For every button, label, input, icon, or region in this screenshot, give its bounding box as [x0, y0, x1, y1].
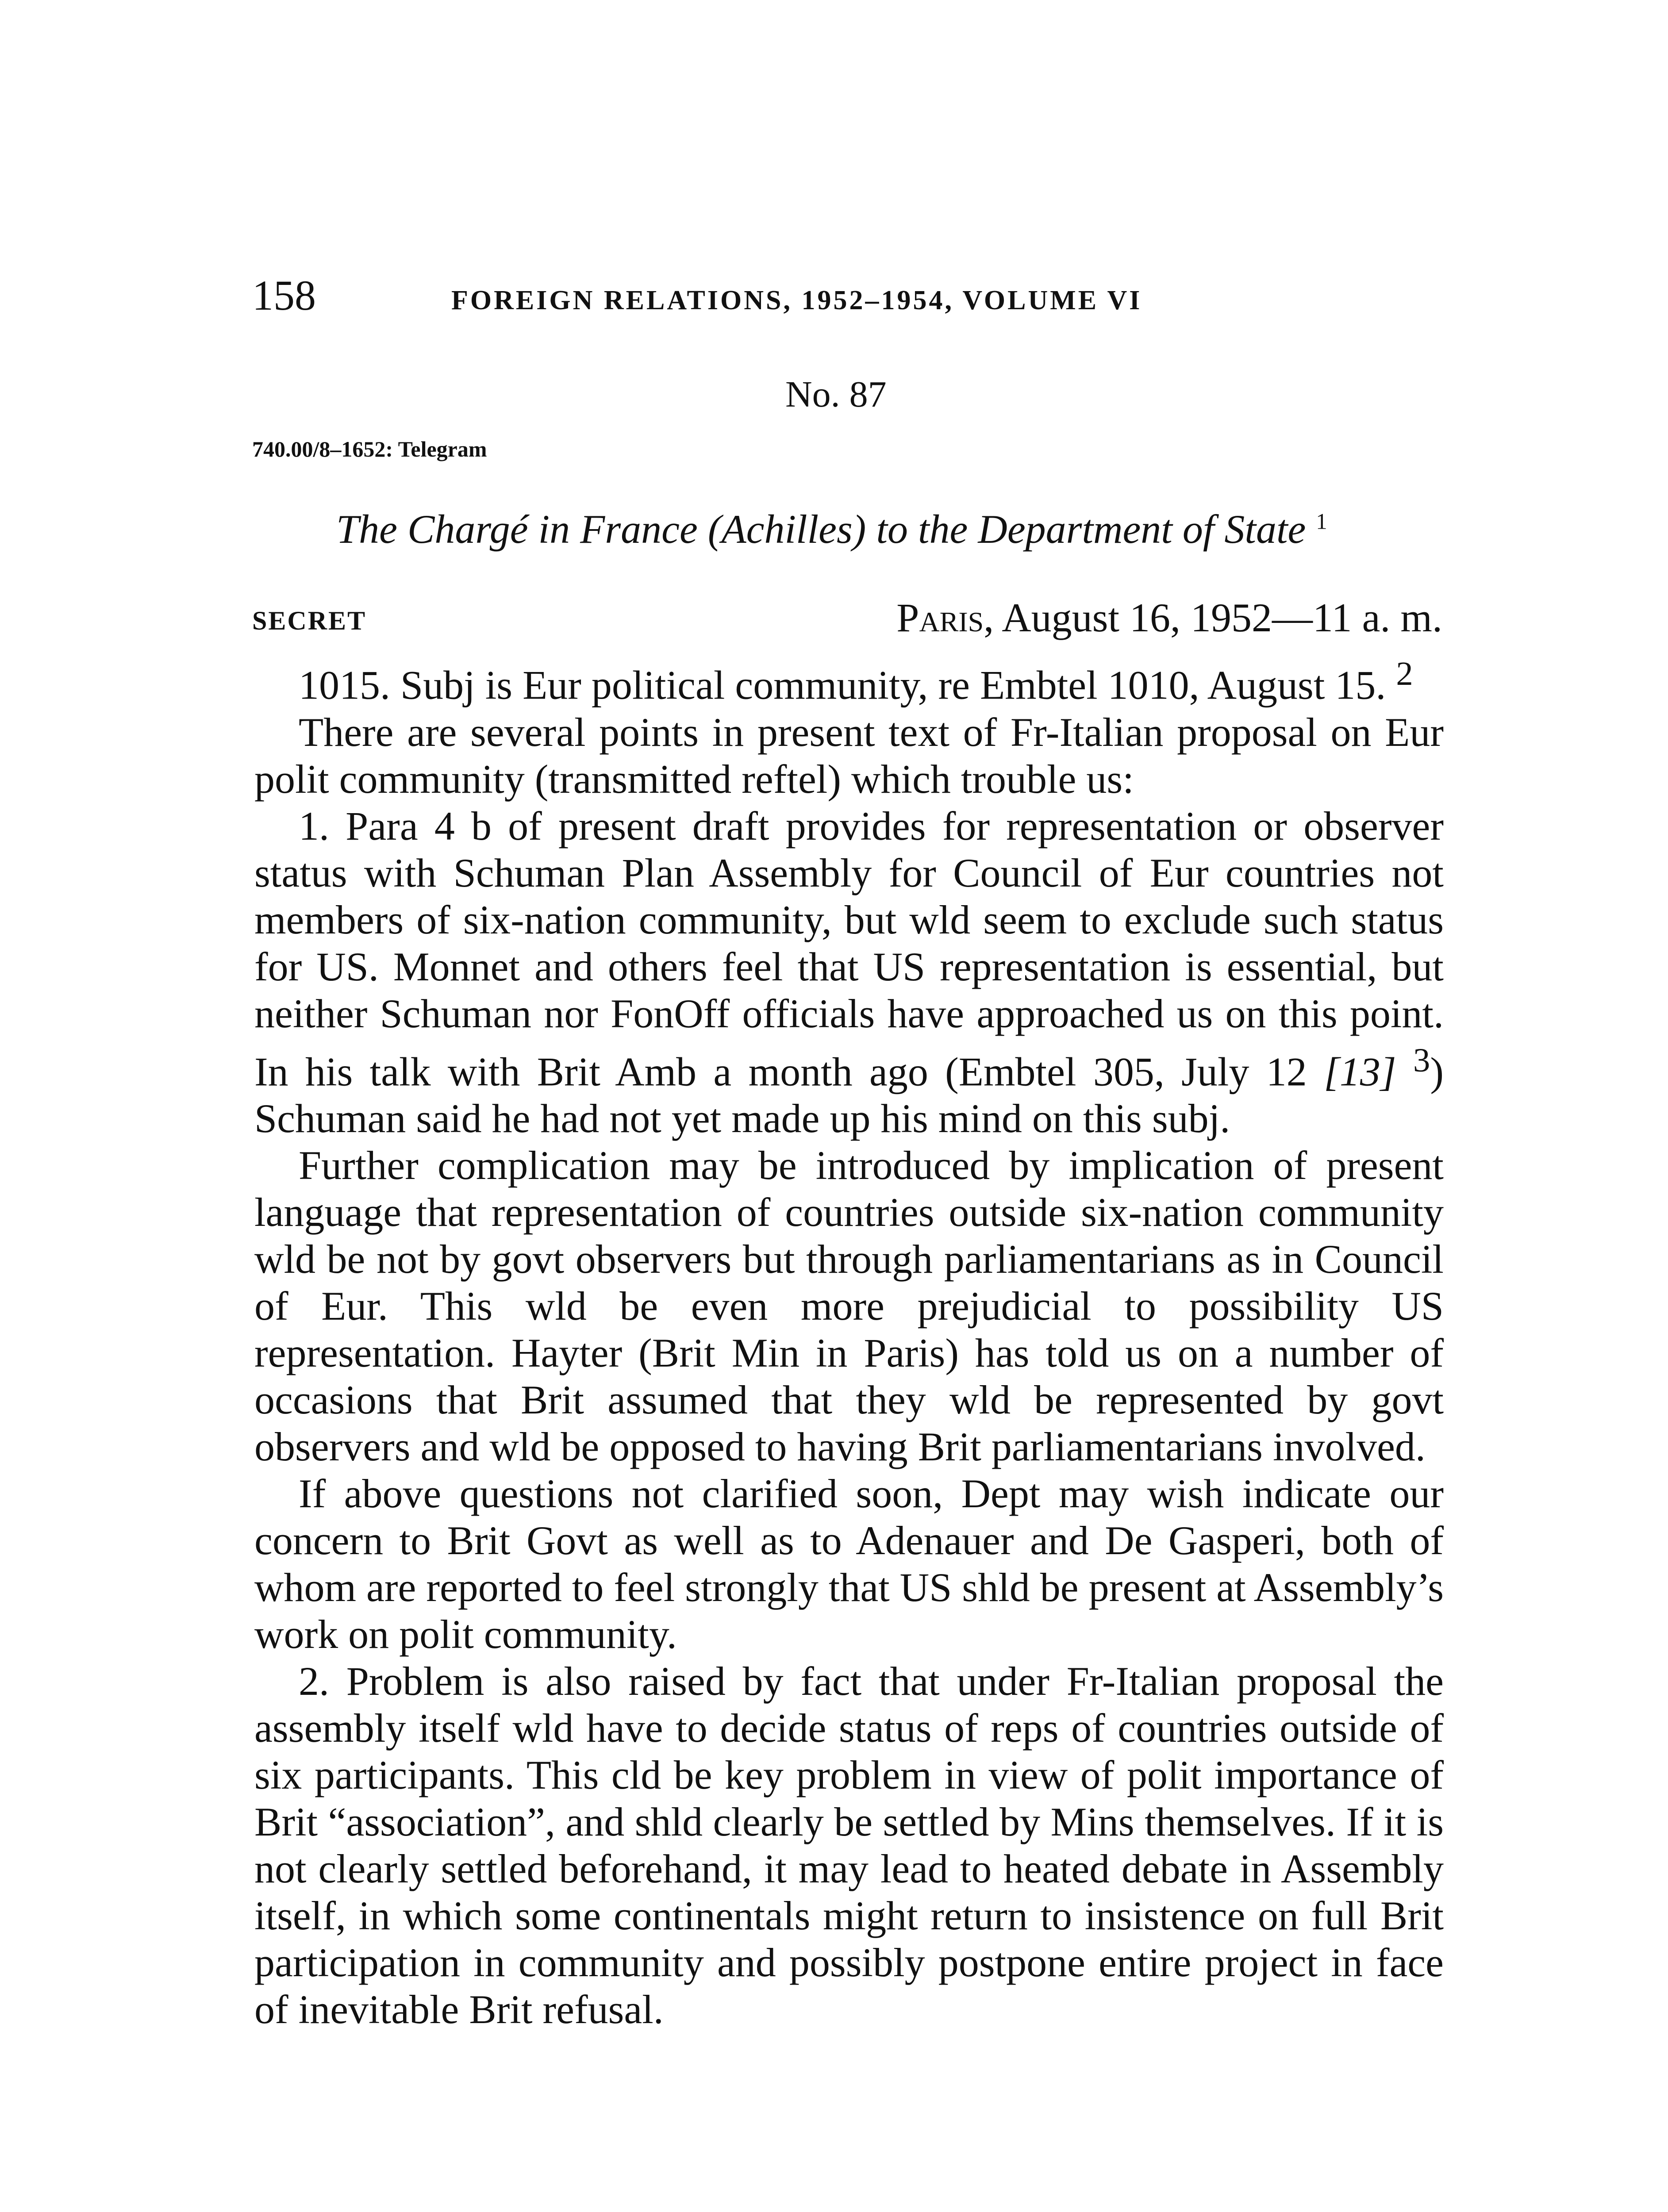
paragraph-2: There are several points in present text of Fr-Italian proposal on Eur polit community (transmitted reftel) which trouble us:: [254, 709, 1444, 802]
classification-marking: SECRET: [252, 606, 367, 635]
footnote-ref-1: 1: [1316, 509, 1327, 534]
footnote-ref-3: 3: [1413, 1041, 1430, 1079]
paragraph-3: [254, 803, 1444, 1142]
running-title: FOREIGN RELATIONS, 1952–1954, VOLUME VI: [451, 285, 1142, 315]
file-reference: 740.00/8–1652: Telegram: [252, 437, 487, 461]
paragraph-4: Further complication may be introduced by implication of present language that representation of countries outside six-nation community wld be not by govt observers but through parliamentarians as in Council of Eur. This wld be even more prejudicial to possibility US representation. Hayter (Brit Min in Paris) has told us on a number of occasions that Brit assumed that they wld be represented by govt observers and wld be opposed to having Brit parliamentarians involved.: [254, 1143, 1444, 1470]
editorial-bracket: [13]: [1324, 1049, 1396, 1094]
paragraph-1: [254, 650, 1444, 709]
dateline-date: , August 16, 1952—11 a. m.: [984, 595, 1442, 640]
dateline: [896, 597, 1442, 638]
document-number: No. 87: [785, 374, 887, 415]
document-title-text: The Chargé in France (Achilles) to the Department of State: [336, 507, 1306, 552]
paragraph-1-text: 1015. Subj is Eur political community, re Embtel 1010, August 15.: [299, 662, 1386, 708]
paragraph-6: 2. Problem is also raised by fact that under Fr-Italian proposal the assembly itself wld have to decide status of reps of countries outside of six participants. This cld be key problem in view of polit importance of Brit “association”, and shld clearly be settled by Mins themselves. If it is not clearly settled beforehand, it may lead to heated debate in Assembly itself, in which some continentals might return to insistence on full Brit participation in community and possibly postpone entire project in face of inevitable Brit refusal.: [254, 1659, 1444, 2032]
footnote-ref-2: 2: [1396, 655, 1413, 692]
dateline-place: Paris: [896, 595, 984, 640]
document-title: [336, 507, 1327, 552]
paragraph-3-text-a: 1. Para 4 b of present draft provides for representation or observer status with Schuman Plan Assembly for Council of Eur countries not members of six-nation community, but wld seem to exclude such status for US. Monnet and others feel that US representation is essential, but neither Schuman nor FonOff officials have approached us on this point. In his talk with Brit Amb a month ago (Embtel 305, July 12: [254, 803, 1444, 1094]
paragraph-3-text-b: ) Schuman said he had not yet made up his mind on this subj.: [254, 1049, 1444, 1141]
telegram-body: [254, 650, 1444, 2033]
page-number: 158: [252, 272, 316, 319]
paragraph-5: If above questions not clarified soon, Dept may wish indicate our concern to Brit Govt as well as to Adenauer and De Gasperi, both of whom are reported to feel strongly that US shld be present at Assembly’s work on polit community.: [254, 1471, 1444, 1657]
